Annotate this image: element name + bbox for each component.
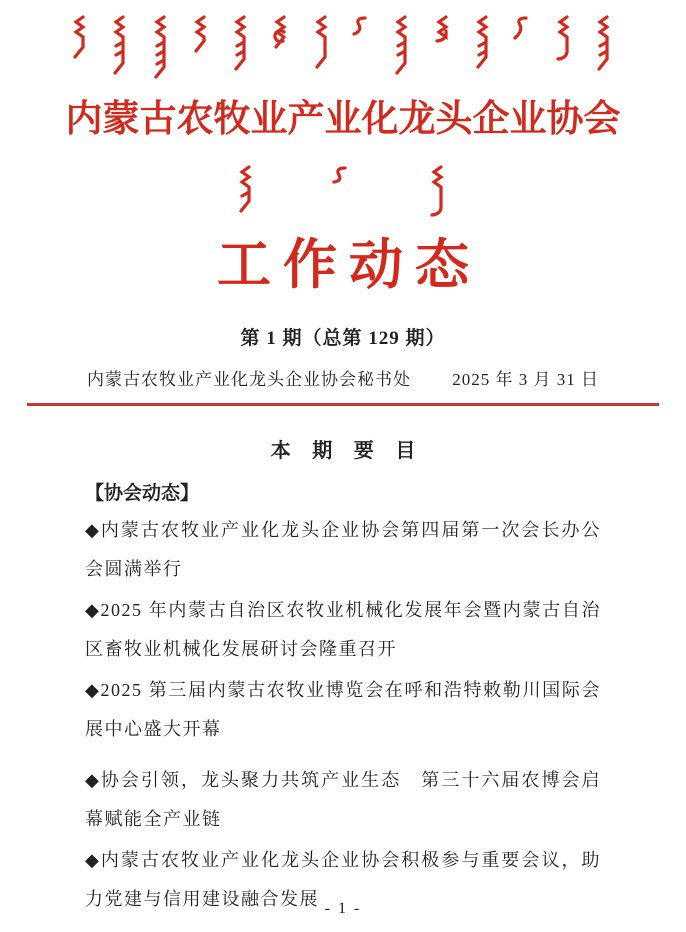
- toc-item: ◆2025 年内蒙古自治区农牧业机械化发展年会暨内蒙古自治区畜牧业机械化发展研讨会隆重召开: [85, 600, 601, 659]
- issue-number: 第 1 期（总第 129 期）: [240, 328, 446, 349]
- mongolian-script-glyph: [553, 14, 577, 62]
- toc-item: ◆协会引领，龙头聚力共筑产业生态 第三十六届农博会启幕赋能全产业链: [85, 770, 601, 829]
- mongolian-script-row-subtitle: [235, 164, 451, 218]
- toc-item: ◆内蒙古农牧业产业化龙头企业协会积极参与重要会议，助力党建与信用建设融合发展: [85, 850, 601, 909]
- toc-title: 本 期 要 目: [270, 440, 424, 462]
- masthead: [0, 14, 686, 406]
- mongolian-script-glyph: [230, 14, 254, 72]
- mongolian-script-glyph: [593, 14, 617, 72]
- mongolian-script-glyph: [311, 14, 335, 70]
- mongolian-script-glyph: [69, 14, 93, 60]
- publisher-name: 内蒙古农牧业产业化龙头企业协会秘书处: [87, 370, 411, 389]
- publish-date: 2025 年 3 月 31 日: [452, 370, 599, 389]
- mongolian-script-glyph: [512, 14, 536, 40]
- mongolian-script-glyph: [391, 14, 415, 76]
- mongolian-script-glyph: [235, 164, 259, 214]
- publisher-row: [87, 365, 599, 390]
- mongolian-script-row-top: [69, 14, 617, 84]
- mongolian-script-glyph: [150, 14, 174, 80]
- page-number: - 1 -: [324, 900, 362, 917]
- mongolian-script-glyph: [270, 14, 294, 50]
- bulletin-title: 工作动态: [217, 235, 481, 295]
- toc-item: ◆内蒙古农牧业产业化龙头企业协会第四届第一次会长办公会圆满举行: [85, 520, 601, 579]
- mongolian-script-glyph: [472, 14, 496, 70]
- mongolian-script-glyph: [351, 14, 375, 36]
- table-of-contents: [0, 434, 686, 919]
- mongolian-script-glyph: [432, 14, 456, 44]
- mongolian-script-glyph: [109, 14, 133, 76]
- org-name-title: 内蒙古农牧业产业化龙头企业协会: [65, 99, 621, 140]
- mongolian-script-glyph: [331, 164, 355, 184]
- mongolian-script-glyph: [190, 14, 214, 54]
- mongolian-script-glyph: [427, 164, 451, 218]
- category-label: 【协会动态】: [85, 483, 200, 504]
- toc-item: ◆2025 第三届内蒙古农牧业博览会在呼和浩特敕勒川国际会展中心盛大开幕: [85, 680, 601, 739]
- red-divider-line: [27, 403, 659, 406]
